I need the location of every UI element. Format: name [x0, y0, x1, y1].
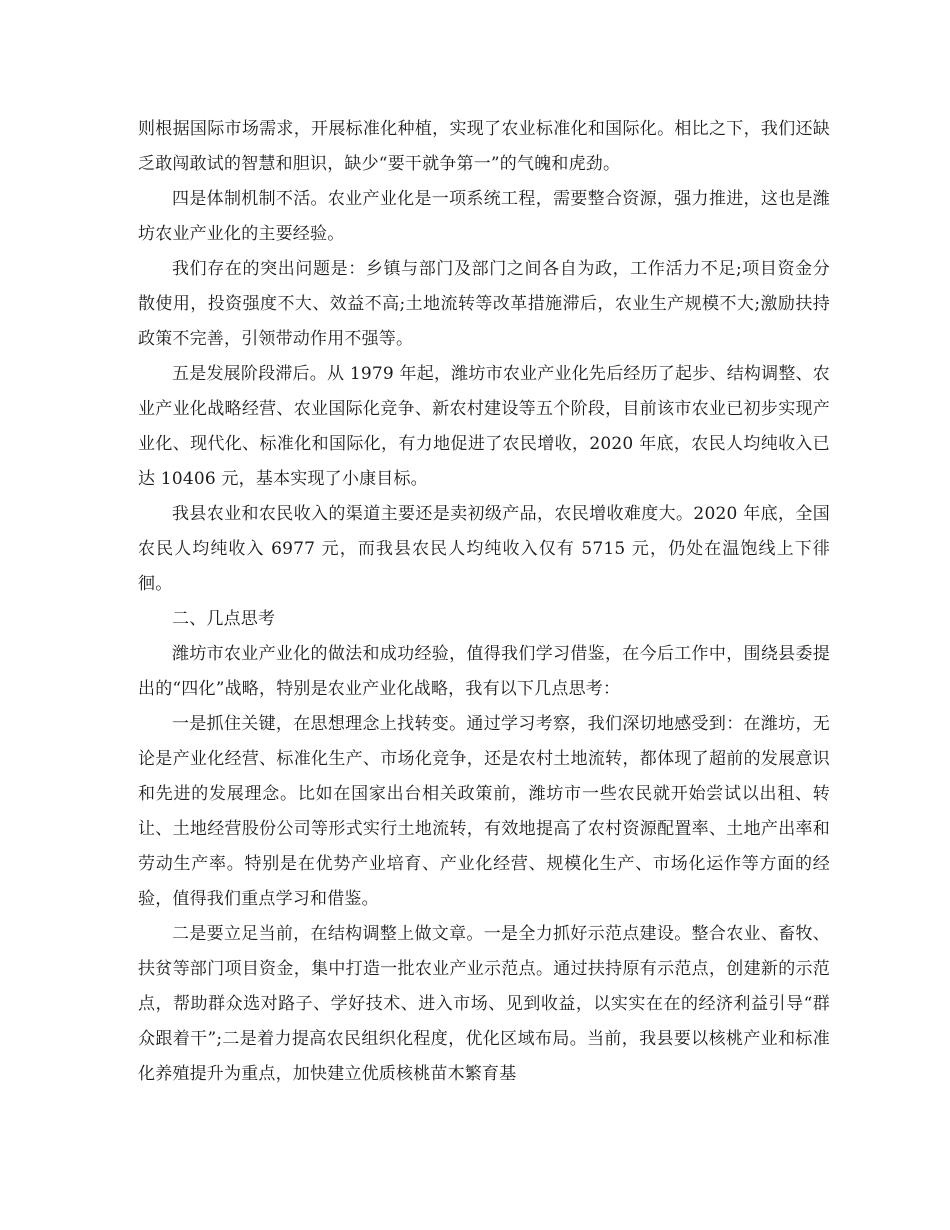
paragraph-point-four: 四是体制机制不活。农业产业化是一项系统工程，需要整合资源，强力推进，这也是潍坊农业产业化的主要经验。	[138, 189, 830, 244]
paragraph-point-five: 五是发展阶段滞后。从 1979 年起，潍坊市农业产业化先后经历了起步、结构调整、农业产业化战略经营、农业国际化竞争、新农村建设等五个阶段，目前该市农业已初步实现产业化、现代化、标准化和国际化，有力地促进了农民增收，2020 年底，农民人均纯收入已达 10406 元，基本实现了小康目标。	[138, 364, 830, 489]
paragraph-income: 我县农业和农民收入的渠道主要还是卖初级产品，农民增收难度大。2020 年底，全国农民人均纯收入 6977 元，而我县农民人均纯收入仅有 5715 元，仍处在温饱线上下徘徊。	[138, 504, 830, 594]
section-heading: 二、几点思考	[172, 609, 276, 629]
paragraph-problems: 我们存在的突出问题是：乡镇与部门及部门之间各自为政，工作活力不足;项目资金分散使用，投资强度不大、效益不高;土地流转等改革措施滞后，农业生产规模不大;激励扶持政策不完善，引领带动作用不强等。	[138, 259, 830, 349]
paragraph-thought-two: 二是要立足当前，在结构调整上做文章。一是全力抓好示范点建设。整合农业、畜牧、扶贫等部门项目资金，集中打造一批农业产业示范点。通过扶持原有示范点，创建新的示范点，帮助群众选对路子、学好技术、进入市场、见到收益，以实实在在的经济利益引导“群众跟着干”;二是着力提高农民组织化程度，优化区域布局。当前，我县要以核桃产业和标准化养殖提升为重点，加快建立优质核桃苗木繁育基	[138, 924, 830, 1084]
paragraph-intro-thoughts: 潍坊市农业产业化的做法和成功经验，值得我们学习借鉴，在今后工作中，围绕县委提出的“四化”战略，特别是农业产业化战略，我有以下几点思考：	[138, 644, 830, 699]
paragraph-continuation: 则根据国际市场需求，开展标准化种植，实现了农业标准化和国际化。相比之下，我们还缺乏敢闯敢试的智慧和胆识，缺少“要干就争第一”的气魄和虎劲。	[138, 119, 830, 174]
paragraph-thought-one: 一是抓住关键，在思想理念上找转变。通过学习考察，我们深切地感受到：在潍坊，无论是产业化经营、标准化生产、市场化竞争，还是农村土地流转，都体现了超前的发展意识和先进的发展理念。比如在国家出台相关政策前，潍坊市一些农民就开始尝试以出租、转让、土地经营股份公司等形式实行土地流转，有效地提高了农村资源配置率、土地产出率和劳动生产率。特别是在优势产业培育、产业化经营、规模化生产、市场化运作等方面的经验，值得我们重点学习和借鉴。	[138, 714, 830, 909]
